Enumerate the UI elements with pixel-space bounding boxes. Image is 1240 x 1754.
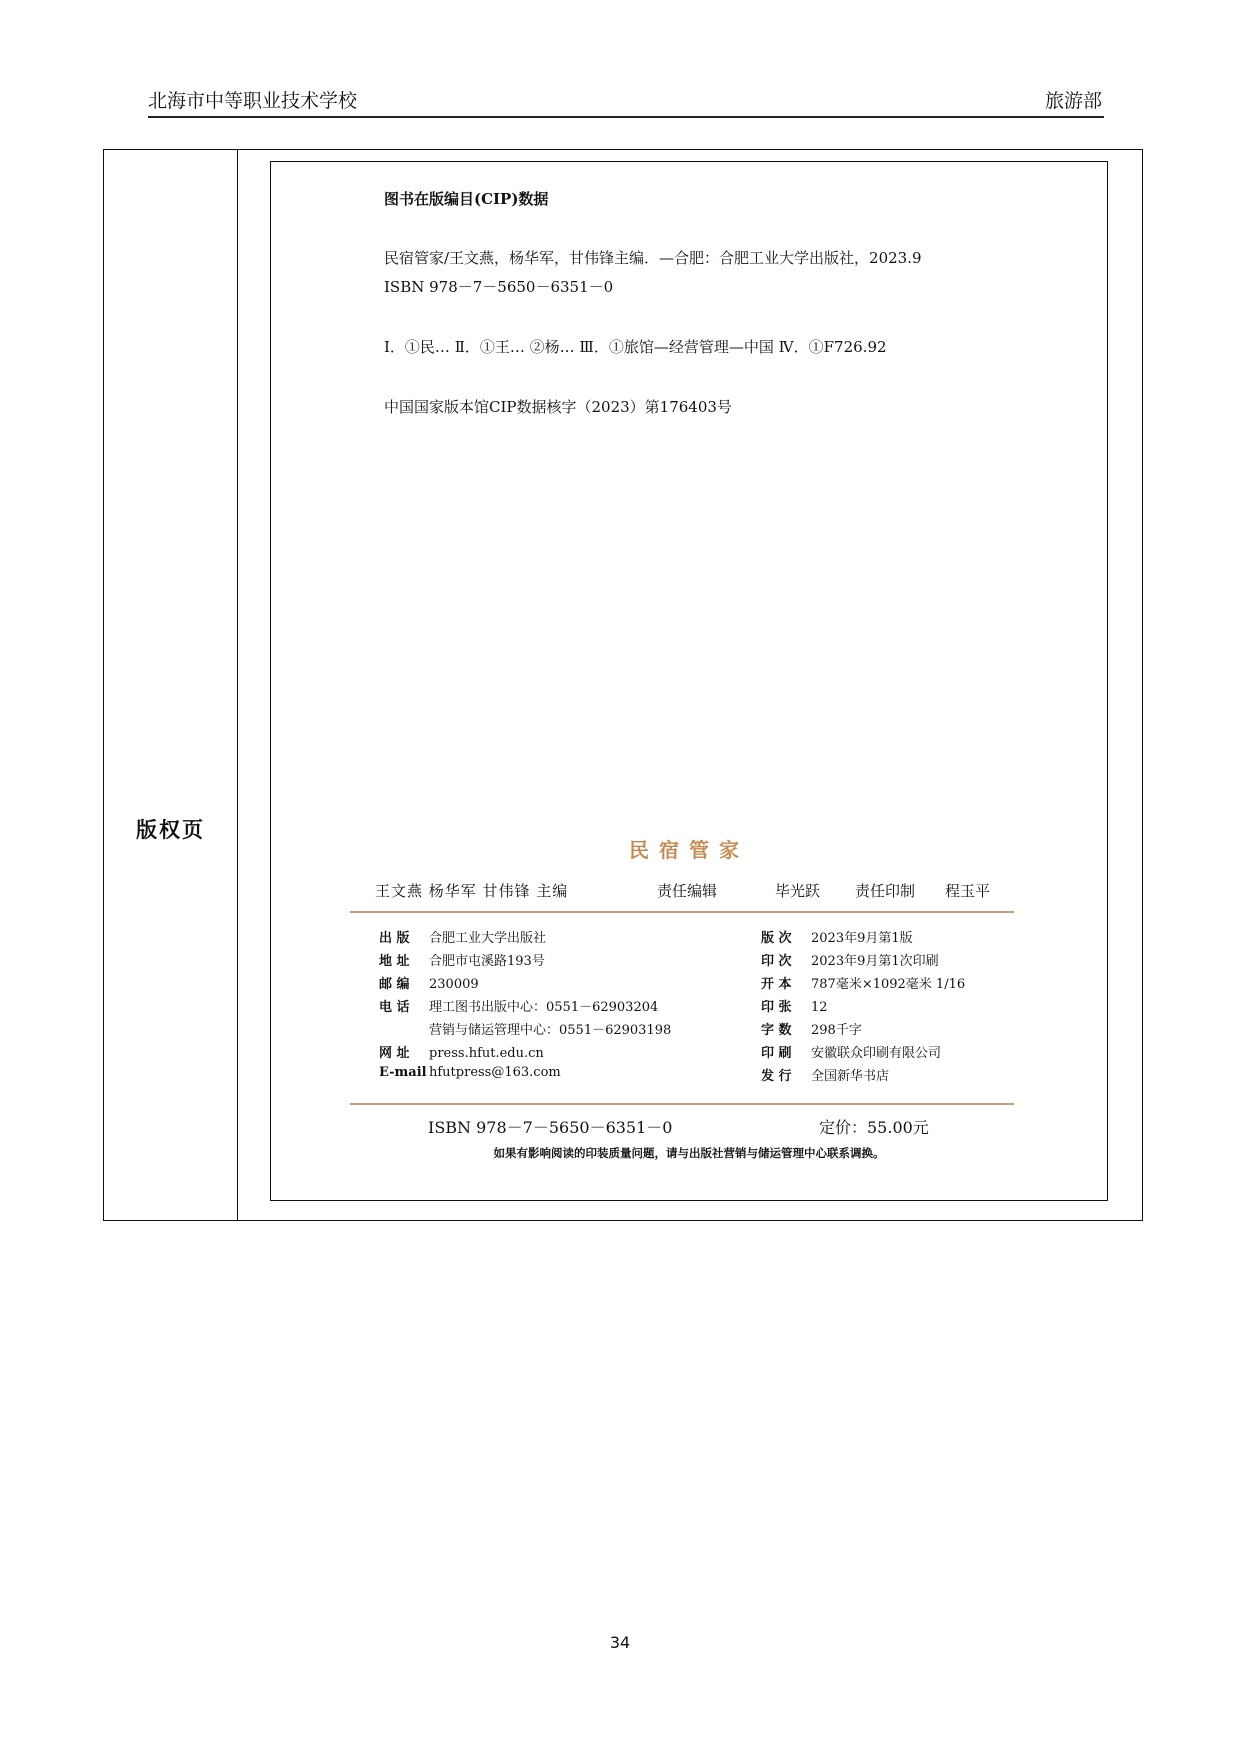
divider-top [350,911,1014,913]
editor-name: 毕光跃 [775,882,821,900]
printing-row: 印 次 2023年9月第1次印刷 [761,954,939,969]
email-row: E-mail hfutpress@163.com [379,1065,561,1080]
school-name: 北海市中等职业技术学校 [148,90,358,112]
distributor-row: 发 行 全国新华书店 [761,1069,890,1084]
column-divider [237,150,238,1220]
cip-classification: Ⅰ．①民… Ⅱ．①王… ②杨… Ⅲ．①旅馆—经营管理—中国 Ⅳ．①F726.92 [384,338,887,356]
book-title: 民宿管家 [629,838,749,862]
cip-title: 图书在版编目(CIP)数据 [384,190,549,208]
edition-row: 版 次 2023年9月第1版 [761,931,913,946]
footer-isbn: ISBN 978－7－5650－6351－0 [428,1118,673,1137]
content-table [103,149,1143,1221]
divider-bottom [350,1103,1014,1105]
print-label: 责任印制 [855,882,916,900]
format-row: 开 本 787毫米×1092毫米 1/16 [761,977,966,992]
row-label: 版权页 [136,817,205,842]
editor-label: 责任编辑 [657,882,718,900]
phone-row: 电 话 理工图书出版中心：0551－62903204 [379,1000,659,1015]
cip-record-number: 中国国家版本馆CIP数据核字（2023）第176403号 [384,398,732,416]
sheets-row: 印 张 12 [761,1000,828,1015]
postcode-row: 邮 编 230009 [379,977,479,992]
department-name: 旅游部 [1044,90,1102,112]
quality-notice: 如果有影响阅读的印装质量问题，请与出版社营销与储运管理中心联系调换。 [493,1146,885,1160]
page-header [148,86,1104,118]
address-row: 地 址 合肥市屯溪路193号 [379,954,545,969]
phone-row-2: 营销与储运管理中心：0551－62903198 [429,1023,672,1038]
price: 定价：55.00元 [819,1118,929,1137]
wordcount-row: 字 数 298千字 [761,1023,862,1038]
cip-isbn: ISBN 978－7－5650－6351－0 [384,278,614,296]
book-credits [375,880,1035,904]
copyright-page-image [270,161,1108,1201]
print-manager-name: 程玉平 [945,882,991,900]
cip-citation: 民宿管家/王文燕，杨华军，甘伟锋主编．—合肥：合肥工业大学出版社，2023.9 [384,249,922,267]
publisher-row: 出 版 合肥工业大学出版社 [379,931,547,946]
authors: 王文燕 杨华军 甘伟锋 主编 [375,882,569,900]
printer-row: 印 刷 安徽联众印刷有限公司 [761,1046,942,1061]
page-number: 34 [609,1633,631,1652]
website-row: 网 址 press.hfut.edu.cn [379,1046,544,1061]
